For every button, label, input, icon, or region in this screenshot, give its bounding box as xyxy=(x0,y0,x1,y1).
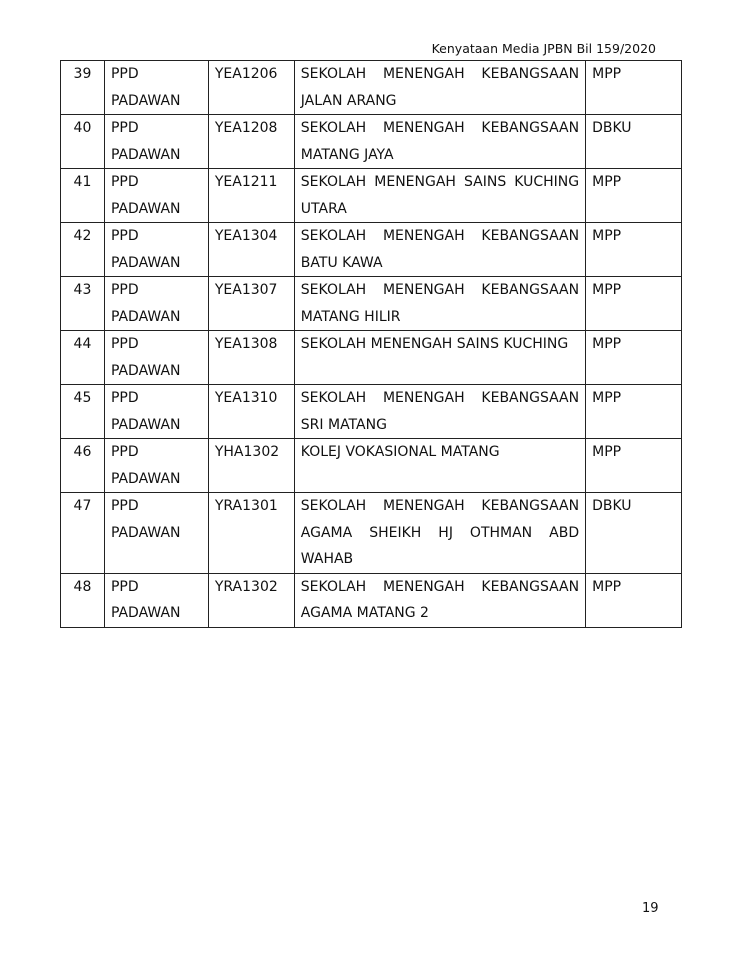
table-row xyxy=(61,115,682,169)
category-cell: MPP xyxy=(586,223,682,277)
row-number: 40 xyxy=(61,115,105,169)
table-row xyxy=(61,169,682,223)
school-code-cell: YRA1301 xyxy=(208,493,294,574)
category-cell: MPP xyxy=(586,331,682,385)
row-number: 41 xyxy=(61,169,105,223)
category-cell: MPP xyxy=(586,385,682,439)
table-row xyxy=(61,331,682,385)
table-row xyxy=(61,385,682,439)
school-code-cell: YEA1307 xyxy=(208,277,294,331)
row-number: 42 xyxy=(61,223,105,277)
category-cell: MPP xyxy=(586,439,682,493)
school-name-cell: SEKOLAH MENENGAH KEBANGSAAN MATANG HILIR xyxy=(294,277,585,331)
ppd-cell: PPD PADAWAN xyxy=(104,223,208,277)
ppd-cell: PPD PADAWAN xyxy=(104,61,208,115)
school-name-cell: SEKOLAH MENENGAH KEBANGSAAN AGAMA MATANG 2 xyxy=(294,573,585,627)
ppd-cell: PPD PADAWAN xyxy=(104,493,208,574)
school-name-cell: SEKOLAH MENENGAH SAINS KUCHING UTARA xyxy=(294,169,585,223)
school-name-cell: SEKOLAH MENENGAH KEBANGSAAN AGAMA SHEIKH HJ OTHMAN ABD WAHAB xyxy=(294,493,585,574)
school-table xyxy=(60,60,682,628)
table-row xyxy=(61,493,682,574)
table-row xyxy=(61,439,682,493)
school-name-cell: SEKOLAH MENENGAH KEBANGSAAN JALAN ARANG xyxy=(294,61,585,115)
row-number: 44 xyxy=(61,331,105,385)
category-cell: MPP xyxy=(586,61,682,115)
table-row xyxy=(61,277,682,331)
row-number: 47 xyxy=(61,493,105,574)
ppd-cell: PPD PADAWAN xyxy=(104,385,208,439)
table-row xyxy=(61,223,682,277)
ppd-cell: PPD PADAWAN xyxy=(104,573,208,627)
school-name-cell: SEKOLAH MENENGAH KEBANGSAAN SRI MATANG xyxy=(294,385,585,439)
row-number: 48 xyxy=(61,573,105,627)
ppd-cell: PPD PADAWAN xyxy=(104,331,208,385)
category-cell: DBKU xyxy=(586,493,682,574)
row-number: 46 xyxy=(61,439,105,493)
ppd-cell: PPD PADAWAN xyxy=(104,439,208,493)
school-table-body xyxy=(61,61,682,628)
page-number: 19 xyxy=(642,901,659,916)
school-code-cell: YRA1302 xyxy=(208,573,294,627)
row-number: 45 xyxy=(61,385,105,439)
school-code-cell: YEA1310 xyxy=(208,385,294,439)
school-code-cell: YEA1206 xyxy=(208,61,294,115)
school-code-cell: YEA1211 xyxy=(208,169,294,223)
category-cell: MPP xyxy=(586,277,682,331)
ppd-cell: PPD PADAWAN xyxy=(104,169,208,223)
row-number: 39 xyxy=(61,61,105,115)
ppd-cell: PPD PADAWAN xyxy=(104,277,208,331)
school-name-cell: SEKOLAH MENENGAH KEBANGSAAN MATANG JAYA xyxy=(294,115,585,169)
category-cell: MPP xyxy=(586,169,682,223)
row-number: 43 xyxy=(61,277,105,331)
table-row xyxy=(61,573,682,627)
school-name-cell: SEKOLAH MENENGAH KEBANGSAAN BATU KAWA xyxy=(294,223,585,277)
school-code-cell: YEA1308 xyxy=(208,331,294,385)
school-code-cell: YEA1304 xyxy=(208,223,294,277)
category-cell: MPP xyxy=(586,573,682,627)
school-code-cell: YHA1302 xyxy=(208,439,294,493)
ppd-cell: PPD PADAWAN xyxy=(104,115,208,169)
school-name-cell: SEKOLAH MENENGAH SAINS KUCHING xyxy=(294,331,585,385)
table-row xyxy=(61,61,682,115)
document-header: Kenyataan Media JPBN Bil 159/2020 xyxy=(431,41,656,56)
school-name-cell: KOLEJ VOKASIONAL MATANG xyxy=(294,439,585,493)
school-code-cell: YEA1208 xyxy=(208,115,294,169)
category-cell: DBKU xyxy=(586,115,682,169)
